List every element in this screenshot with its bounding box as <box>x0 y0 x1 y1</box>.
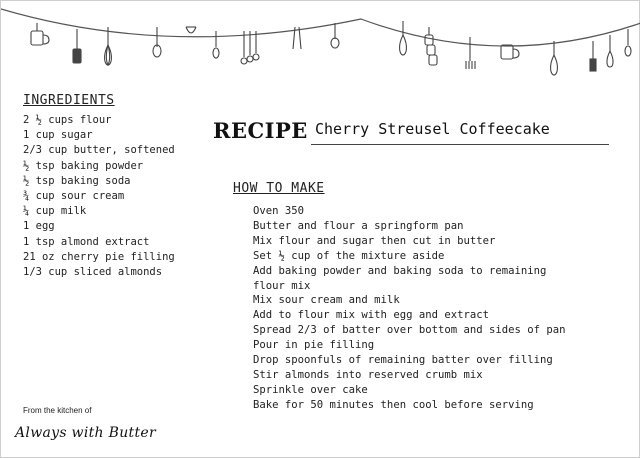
measuring-spoons-icon <box>241 31 259 64</box>
method-step: Drop spoonfuls of remaining batter over filling <box>253 354 553 367</box>
method-step: Sprinkle over cake <box>253 383 368 396</box>
ingredients-list <box>23 113 175 280</box>
whisk-icon <box>105 27 112 65</box>
mug-icon <box>501 45 519 59</box>
method-step: Bake for 50 minutes then cool before serving <box>253 398 534 411</box>
brand-logo-text: Always with Butter <box>15 425 156 441</box>
ingredient-item: 1/3 cup sliced almonds <box>23 266 163 279</box>
fork-icon <box>466 37 475 69</box>
ingredient-item: 1 egg <box>23 220 55 233</box>
method-step: Mix sour cream and milk <box>253 294 400 307</box>
strainer-icon <box>186 27 196 33</box>
garland-string-left <box>1 9 361 37</box>
method-step: Butter and flour a springform pan <box>253 219 464 232</box>
method-steps-list <box>253 204 566 413</box>
ingredient-item: 1 cup sugar <box>23 129 93 142</box>
method-step: Add baking powder and baking soda to remaining <box>253 264 547 277</box>
method-step: Pour in pie filling <box>253 339 375 352</box>
ingredient-item: ½ tsp baking powder <box>23 159 144 172</box>
spoon-icon <box>213 31 219 58</box>
whisk-icon <box>400 21 407 55</box>
mug-icon <box>31 23 49 45</box>
method-step: flour mix <box>253 279 311 292</box>
ingredient-item: 1 tsp almond extract <box>23 235 150 248</box>
ingredient-item: 21 oz cherry pie filling <box>23 250 175 263</box>
brush-icon <box>590 41 596 71</box>
ingredient-item: 2/3 cup butter, softened <box>23 144 175 157</box>
method-step: Add to flour mix with egg and extract <box>253 309 489 322</box>
ingredient-item: ½ tsp baking soda <box>23 174 131 187</box>
recipe-title: Cherry Streusel Coffeecake <box>315 120 550 138</box>
method-step: Stir almonds into reserved crumb mix <box>253 368 483 381</box>
how-to-make-heading: HOW TO MAKE <box>233 181 325 196</box>
from-kitchen-text: From the kitchen of <box>23 406 92 415</box>
ingredient-item: ¾ cup sour cream <box>23 190 125 203</box>
whisk-icon <box>607 35 613 67</box>
kitchen-utensils-garland <box>1 1 640 96</box>
method-step: Set ½ cup of the mixture aside <box>253 249 445 262</box>
method-step: Oven 350 <box>253 205 305 217</box>
title-underline <box>311 144 609 145</box>
method-step: Spread 2/3 of batter over bottom and sides of pan <box>253 324 566 337</box>
ingredient-item: ¼ cup milk <box>23 205 87 218</box>
spatula-icon <box>73 29 81 63</box>
ladle-icon <box>331 23 339 48</box>
measuring-cups-icon <box>425 27 437 65</box>
recipe-label: RECIPE <box>213 118 308 143</box>
method-step: Mix flour and sugar then cut in butter <box>253 234 496 247</box>
spoon-icon <box>625 29 631 56</box>
ingredient-item: 2 ½ cups flour <box>23 114 112 126</box>
whisk-icon <box>551 41 558 75</box>
ladle-icon <box>153 27 161 57</box>
ingredients-heading: INGREDIENTS <box>23 93 115 108</box>
